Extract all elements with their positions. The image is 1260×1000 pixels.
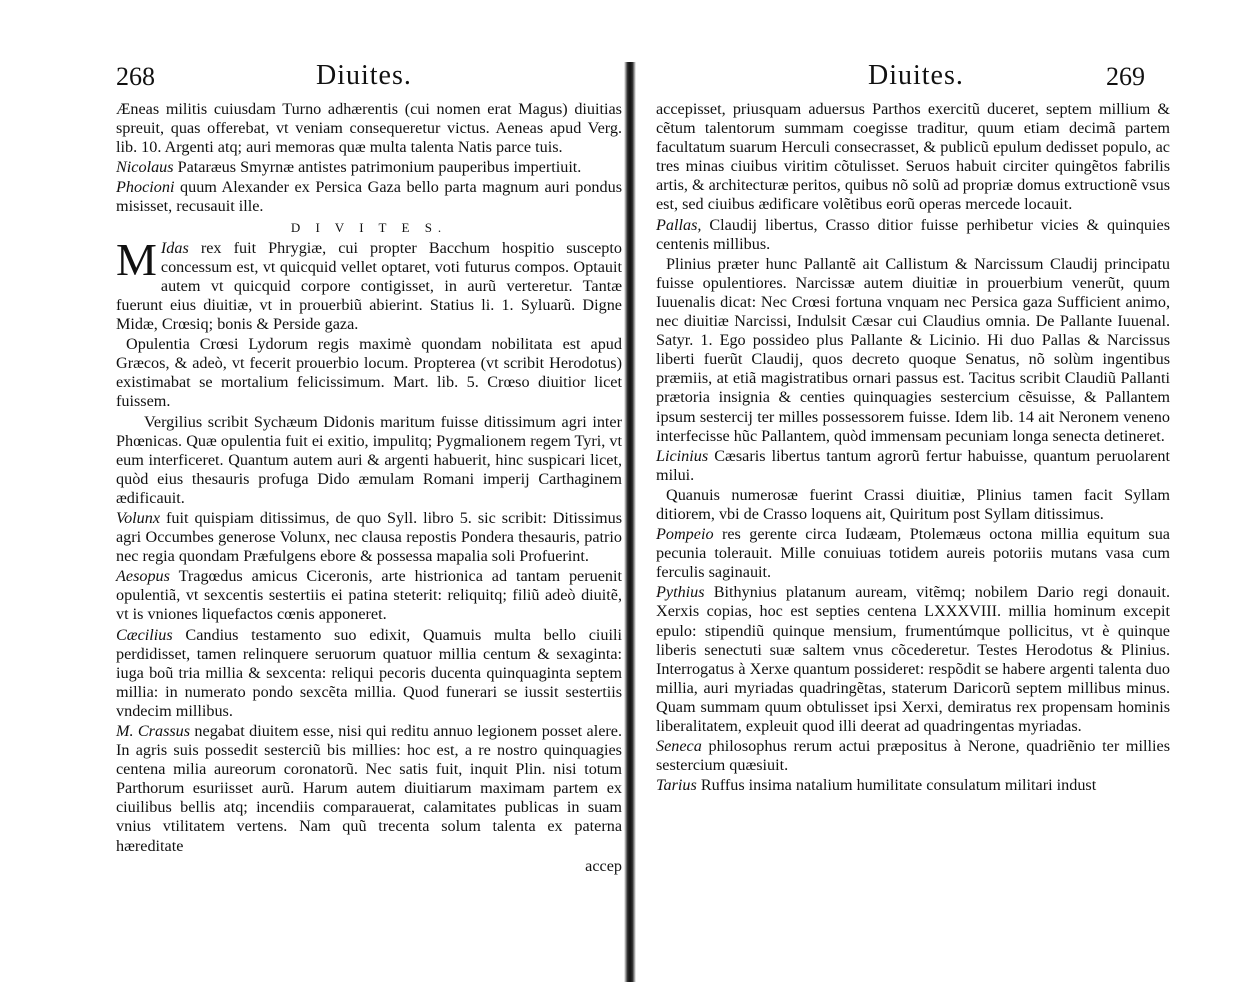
paragraph-text: Tragœdus amicus Ciceronis, arte histrionica ad tantam peruenit opulentiã, vt sexcentis sestertiis ei patina steterit: reliquitq; filiũ adeò diuitẽ, vt is vniones liquefactos cœnis apponeret. [116,567,622,624]
paragraph-name: Nicolaus [116,158,174,177]
right-page [636,0,1260,1000]
paragraph [656,525,1170,582]
paragraph-text: Vergilius scribit Sychæum Didonis maritum fuisse ditissimum agri inter Phœnicas. Quæ opulentia fuit ei exitio, impulitq; Pygmalionem regem Tyri, vt eum interficeret. Quantum autem auri & argenti habuerit, hinc suspicari licet, quòd eius thesauris profuga Dido æmulam Romani imperij Carthaginem ædificauit. [116,412,622,507]
paragraph [116,722,622,856]
text-column [116,100,622,876]
running-head: Diuites. [316,60,412,91]
paragraph-text: fuit quispiam ditissimus, de quo Syll. libro 5. sic scribit: Ditissimus agri Occumbes generose Volunx, nec clausa repostis Pondera thesauris, patrio nec regia quondam Præfulgens ebore & possessa mapalia soli Profuerint. [116,508,622,566]
paragraph-text: res gerente circa Iudæam, Ptolemæus octona millia equitum sua pecunia tolerauit. Mille conuiuas totidem aureis potoriis mutans vasa cum ferculis saginauit. [656,525,1170,582]
paragraph-name: Idas [160,238,189,257]
paragraph-name: Tarius [656,776,697,795]
paragraph-text: Bithynius platanum auream, vitẽmq; nobilem Dario regi donauit. Xerxis copias, hoc est septies centena LXXXVIII. millia hominum excepit epulo: stipendiũ quinque mensium, frumentúmque pollicitus, vt è quinque liberis senectuti suæ saltem vnus cõcederetur. Testes Herodotus & Plinius. Interrogatus à Xerxe quantum possideret: respõdit se habere argenti talenta duo millia, auri myriadas quadringẽtas, staterum Daricorũ septem millibus minus. Quam summam quum obtulisset ipsi Xerxi, demiratus rex propensam hominis liberalitatem, expleuit quod illi deerat ad quadringentas myriadas. [656,583,1170,735]
paragraph-text: rex fuit Phrygiæ, cui propter Bacchum hospitio suscepto concessum est, vt quicquid vellet optaret, voti futurus compos. Optauit autem vt quicquid corpore contigisset, in aurũ verteretur. Tantæ fuerunt eius diuitiæ, vt in prouerbiũ abierint. Statius li. 1. Syluarũ. Digne Midæ, Crœsiq; bonis & Perside gaza. [116,238,622,334]
left-page [0,0,624,1000]
paragraph-text: Cæsaris libertus tantum agrorũ fertur habuisse, quantum peruolarent milui. [656,446,1170,484]
paragraph [656,486,1170,524]
paragraph-text: philosophus rerum actui præpositus à Nerone, quadriẽnio ter millies sestercium quæsiuit. [656,737,1170,775]
paragraph [116,158,622,177]
paragraph [116,567,622,624]
text-column [656,100,1170,796]
paragraph [116,413,622,508]
running-head: Diuites. [868,60,964,91]
paragraph [656,216,1170,254]
paragraph-text: Claudij libertus, Crasso ditior fuisse perhibetur vicies & quinquies centenis millibus. [656,215,1170,253]
paragraph-text: Æneas militis cuiusdam Turno adhærentis (cui nomen erat Magus) diuitias spreuit, quas offerebat, vt veniam consequeretur victus. Aeneas apud Verg. lib. 10. Argenti atq; auri memoras quæ multa talenta Natis parce tuis. [116,100,622,157]
page-number: 269 [1106,62,1145,91]
paragraph [116,233,622,334]
paragraph-name: Pythius [656,583,705,602]
paragraph [656,776,1170,795]
book-gutter [624,62,636,982]
paragraph-name: Pompeio [656,525,714,544]
paragraph-text: Pataræus Smyrnæ antistes patrimonium pauperibus impertiuit. [173,158,582,177]
paragraph-text: Plinius præter hunc Pallantẽ ait Callistum & Narcissum Claudij principatu fuisse opulentiores. Narcissæ autem diuitiæ in prouerbium venerũt, quum Iuuenalis dicat: Nec Crœsi fortuna vnquam nec Persica gaza Sufficient animo, nec diuitiæ Narcissi, Indulsit Cæsar cui Claudius omnia. De Pallante Iuuenal. Satyr. 1. Ego possideo plus Pallante & Licinio. Hi duo Pallas & Narcissus liberti fuerũt Claudij, quos decreto quoque Senatus, nõ solùm ingentibus præmiis, at etiã magistratibus ornari passus est. Tacitus scribit Claudiũ Pallanti prætoria insignia & centies quinquagies sestercium cẽsuisse, & Pallantem ipsum sestercij ter milles possessorem fuisse. Idem lib. 14 ait Neronem veneno interfecisse hũc Pallantem, quòd immensam pecuniam longa senecta detineret. [656,254,1170,445]
paragraph [116,100,622,157]
paragraph-text: quum Alexander ex Persica Gaza bello parta magnum auri pondus misisset, recusauit ille. [116,178,622,216]
paragraph-name: Pallas, [656,215,702,234]
paragraph-name: Cæcilius [116,625,173,644]
paragraph-name: Seneca [656,737,702,756]
paragraph [116,626,622,721]
paragraph [116,335,622,411]
paragraph-name: Licinius [656,446,709,465]
paragraph [116,178,622,216]
paragraph [656,100,1170,215]
paragraph-name: Volunx [116,508,161,527]
page-number: 268 [116,62,155,91]
catchword: accep [585,856,622,875]
paragraph-text: Candius testamento suo edixit, Quamuis multa bello ciuili perdidisset, tamen relinquere seruorum quatuor millia centum & sexaginta: iuga boũ tria millia & sexcenta: reliqui pecoris ducenta quinquaginta septem millia: in numerato pondo sexcẽta millia. Quod funerari se iussit sestertiis vndecim millibus. [116,625,622,720]
section-heading: D I V I T E S. [290,219,448,235]
paragraph-name: Aesopus [116,567,170,586]
paragraph [116,509,622,566]
paragraph [656,583,1170,736]
drop-cap: M [116,233,157,285]
paragraph-text: negabat diuitem esse, nisi qui reditu annuo legionem posset alere. In agris suis possedit sesterciũ bis millies: hoc est, a re nostro quinquagies centena milia aureorum coronatorũ. Nec satis fuit, inquit Plin. nisi totum Parthorum esuriisset aurũ. Harum autem diuitiarum maximam partem ex ciuilibus bellis atq; incendiis comparauerat, calamitates publicas in suam vnius vtilitatem vertens. Nam quũ trecenta solum talenta ex paterna hæreditate [116,722,623,855]
paragraph-text: Quanuis numerosæ fuerint Crassi diuitiæ, Plinius tamen facit Syllam ditiorem, vbi de Crasso loquens ait, Quiritum post Syllam ditissimus. [656,485,1170,523]
paragraph [656,255,1170,446]
paragraph [656,447,1170,485]
paragraph-text: accepisset, priusquam aduersus Parthos exercitũ duceret, septem millium & cẽtum talentorum summam coegisse traditur, quum etiam decimã partem facultatum suarum Herculi consecrasset, & publicũ epulum dedisset populo, ac tres minas ciuibus viritim cõtulisset. Seruos habuit circiter quingẽtos fabrilis artis, & architecturæ peritos, quibus nõ solũ ad propriæ domus extructionẽ vsus est, sed ciuibus ædificare volẽtibus eorũ operas mercede locauit. [656,100,1170,214]
paragraph-name: Phocioni [116,178,175,197]
paragraph [656,737,1170,775]
paragraph-text: Opulentia Crœsi Lydorum regis maximè quondam nobilitata est apud Græcos, & adeò, vt fecerit prouerbio locum. Propterea (vt scribit Herodotus) existimabat se mortalium felicissimum. Mart. lib. 5. Crœso diuitior licet fuissem. [116,335,622,411]
paragraph-name: M. Crassus [116,722,191,740]
paragraph-text: Ruffus insima natalium humilitate consulatum militari indust [696,776,1097,795]
